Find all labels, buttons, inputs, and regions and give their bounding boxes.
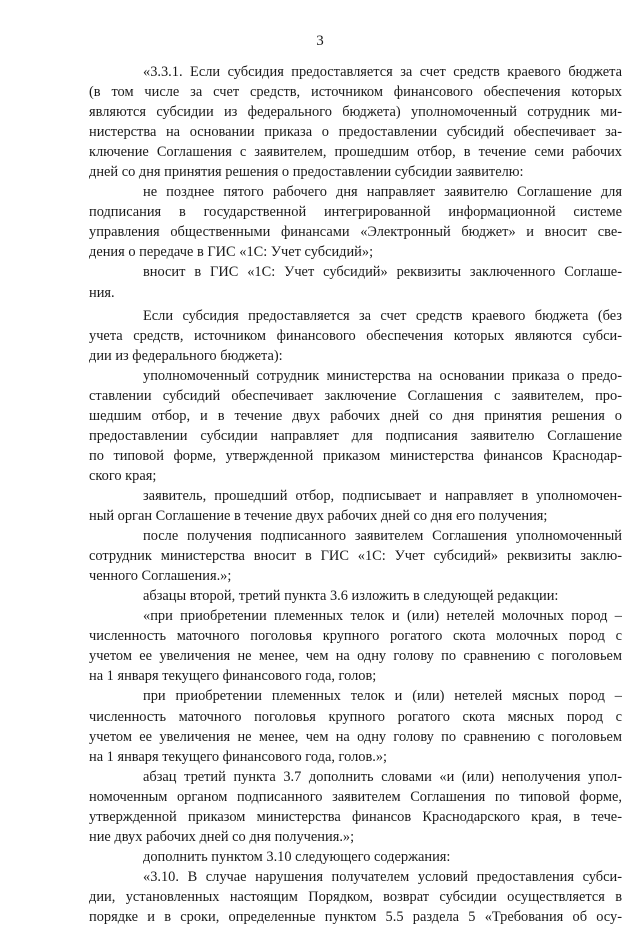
text-line: учетом ее увеличения не менее, чем на одну голову по сравнению с поголовьем — [89, 648, 622, 665]
text-line: «3.10. В случае нарушения получателем условий предоставления субси- — [143, 868, 622, 885]
text-line: ского края; — [89, 467, 157, 484]
text-line: номоченным органом подписанного заявителем Соглашения по типовой форме, — [89, 788, 622, 805]
text-line: абзацы второй, третий пункта 3.6 изложить в следующей редакции: — [143, 588, 559, 605]
text-line: «при приобретении племенных телок и (или) нетелей молочных пород – — [143, 608, 622, 625]
text-line: ный орган Соглашение в течение двух рабочих дней со дня его получения; — [89, 508, 548, 525]
text-line: ние двух рабочих дней со дня получения.»; — [89, 828, 355, 845]
text-line: подписания в государственной интегрированной информационной системе — [89, 204, 622, 221]
text-line: ставлении субсидий обеспечивает заключение Соглашения с заявителем, про- — [89, 387, 622, 404]
text-line: на 1 января текущего финансового года, голов.»; — [89, 748, 388, 765]
text-line: ния. — [89, 284, 115, 301]
text-line: дополнить пунктом 3.10 следующего содержания: — [143, 848, 451, 865]
page-number: 3 — [316, 33, 324, 49]
text-line: на 1 января текущего финансового года, голов; — [89, 668, 377, 685]
text-line: ченного Соглашения.»; — [89, 568, 232, 585]
text-line: абзац третий пункта 3.7 дополнить словами «и (или) неполучения упол- — [143, 768, 622, 785]
text-line: уполномоченный сотрудник министерства на основании приказа о предо- — [143, 367, 622, 384]
text-line: дии, установленных настоящим Порядком, возврат субсидии осуществляется в — [89, 888, 622, 905]
text-line: дней со дня принятия решения о предоставлении субсидии заявителю: — [89, 164, 524, 181]
text-line: являются субсидии из федерального бюджета) уполномоченный сотрудник ми- — [89, 104, 622, 121]
text-line: вносит в ГИС «1С: Учет субсидий» реквизиты заключенного Соглаше- — [143, 264, 622, 281]
text-line: дии из федерального бюджета): — [89, 347, 283, 364]
text-line: управления общественными финансами «Электронный бюджет» и вносит све- — [89, 224, 622, 241]
text-line: «3.3.1. Если субсидия предоставляется за счет средств краевого бюджета — [143, 64, 622, 80]
text-line: (в том числе за счет средств, источником финансового обеспечения которых — [89, 84, 622, 101]
text-line: ключение Соглашения с заявителем, прошедшим отбор, в течение семи рабочих — [89, 144, 622, 161]
text-line: по типовой форме, утвержденной приказом министерства финансов Краснодар- — [89, 447, 622, 464]
text-line: после получения подписанного заявителем Соглашения уполномоченный — [143, 528, 622, 545]
text-line: численность маточного поголовья крупного рогатого скота молочных пород с — [89, 628, 622, 645]
text-line: нистерства на основании приказа о предоставлении субсидий обеспечивает за- — [89, 124, 622, 141]
text-line: порядке и в сроки, определенные пунктом 5.5 раздела 5 «Требования об осу- — [89, 908, 622, 925]
text-line: не позднее пятого рабочего дня направляет заявителю Соглашение для — [143, 184, 622, 201]
text-line: учетом ее увеличения не менее, чем на одну голову по сравнению с поголовьем — [89, 728, 622, 745]
text-line: утвержденной приказом министерства финансов Краснодарского края, в тече- — [89, 808, 622, 825]
text-line: учета средств, источником финансового обеспечения которых являются субси- — [89, 327, 622, 344]
document-body — [89, 62, 622, 927]
text-line: дения о передаче в ГИС «1С: Учет субсидий»; — [89, 244, 374, 261]
text-line: предоставлении субсидии направляет для подписания заявителю Соглашение — [89, 427, 622, 444]
text-line: заявитель, прошедший отбор, подписывает и направляет в уполномочен- — [143, 487, 622, 504]
text-line: при приобретении племенных телок и (или) нетелей мясных пород – — [143, 688, 622, 705]
text-line: численность маточного поголовья крупного рогатого скота мясных пород с — [89, 708, 622, 725]
text-line: Если субсидия предоставляется за счет средств краевого бюджета (без — [143, 307, 622, 324]
text-line: шедшим отбор, и в течение двух рабочих дней со дня принятия решения о — [89, 407, 622, 424]
text-line: сотрудник министерства вносит в ГИС «1С: Учет субсидий» реквизиты заклю- — [89, 548, 622, 565]
